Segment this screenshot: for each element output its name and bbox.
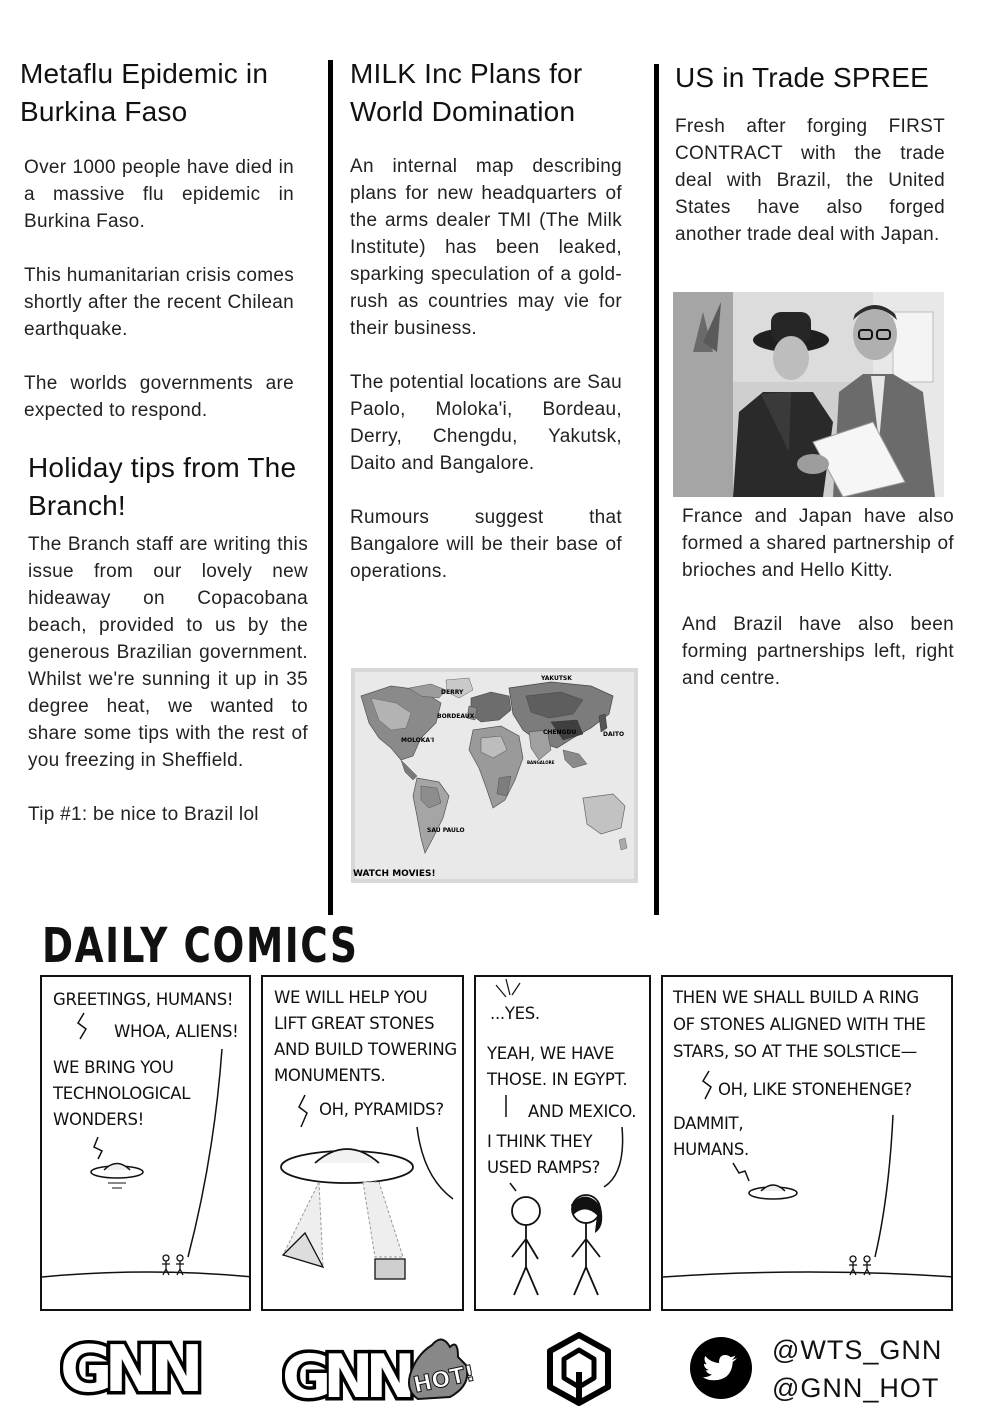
gnn-logo-text: GNN [60,1335,196,1399]
gnn-hot-logo [282,1335,477,1405]
milk-paragraph-1: An internal map describing plans for new headquarters of the arms dealer TMI (The Milk Institute) has been leaked, sparking speculation of a gold-rush as countries may vie for their business. [350,156,622,339]
trade-paragraph-2: France and Japan have also formed a shared partnership of brioches and Hello Kitty. [682,506,954,581]
comic-panel-4 [661,975,953,1311]
gnn-hot-logo-text: GNN [282,1342,408,1405]
house-logo-icon [546,1332,612,1406]
comic-1-drawing [42,977,251,1311]
comic-2-line-2: LIFT GREAT STONES [274,1014,435,1033]
comic-3-line-2: YEAH, WE HAVE [487,1044,615,1063]
branch-paragraph-1: The Branch staff are writing this issue from our lovely new hideaway on Copacobana beach, provided to us by the generous Brazilian government. Whilst we're sunning it up in 35 degree heat, we wanted to share some tips with the rest of you freezing in Sheffield. [28,534,308,771]
comic-2-human-reply: OH, PYRAMIDS? [319,1100,444,1119]
world-map-image [351,668,638,883]
branch-paragraph-2: Tip #1: be nice to Brazil lol [28,804,259,825]
map-label-bangalore: BANGALORE [527,760,555,765]
comic-panel-3 [474,975,651,1311]
comic-panel-2 [261,975,464,1311]
milk-headline: MILK Inc Plans for World Domination [350,58,583,127]
metaflu-paragraph-1: Over 1000 people have died in a massive flu epidemic in Burkina Faso. [24,157,294,232]
map-label-yakutsk: YAKUTSK [541,675,572,682]
comics-title: DAILY COMICS [42,918,359,974]
comic-3-line-5: I THINK THEY [487,1132,593,1151]
branch-body [28,531,308,828]
comic-2-line-4: MONUMENTS. [274,1066,386,1085]
comic-3-line-3: THOSE. IN EGYPT. [487,1070,628,1089]
comic-3-line-4: AND MEXICO. [528,1102,637,1121]
comic-2-drawing [263,977,464,1311]
comic-1-alien-line-b: TECHNOLOGICAL [53,1084,191,1103]
trade-body-top [675,113,945,248]
trade-headline: US in Trade SPREE [675,62,929,93]
metaflu-paragraph-3: The worlds governments are expected to respond. [24,373,294,421]
comic-3-line-6: USED RAMPS? [487,1158,601,1177]
milk-body [350,153,622,585]
map-label-derry: DERRY [441,689,464,696]
comic-4-line-1: THEN WE SHALL BUILD A RING [673,988,919,1007]
map-label-sau-paulo: SAU PAULO [427,827,465,834]
comic-panel-1 [40,975,251,1311]
handshake-photo [673,292,944,497]
map-label-molokai: MOLOKA'I [401,737,435,744]
trade-body-bottom [682,503,954,692]
world-map-photo [351,668,638,883]
comic-4-line-2: OF STONES ALIGNED WITH THE [673,1015,926,1034]
handshake-image [673,292,944,497]
gnn-logo [60,1335,204,1399]
twitter-handle-hot[interactable]: @GNN_HOT [772,1373,940,1403]
map-label-bordeaux: BORDEAUX [437,713,475,720]
trade-paragraph-1: Fresh after forging FIRST CONTRACT with the trade deal with Brazil, the United States have also forged another trade deal with Japan. [675,116,945,245]
comic-2-line-1: WE WILL HELP YOU [274,988,428,1007]
hot-badge-text: HOT! [411,1361,477,1399]
column-divider-right [654,64,659,915]
twitter-handle-wts[interactable]: @WTS_GNN [772,1335,943,1365]
column-divider-left [328,60,333,915]
milk-paragraph-3: Rumours suggest that Bangalore will be their base of operations. [350,507,622,582]
comic-4-human-reply: OH, LIKE STONEHENGE? [718,1080,912,1099]
comic-2-line-3: AND BUILD TOWERING [274,1040,457,1059]
comic-1-alien-line-c: WONDERS! [53,1110,144,1129]
comic-4-line-3: STARS, SO AT THE SOLSTICE— [673,1042,917,1061]
metaflu-headline: Metaflu Epidemic in Burkina Faso [20,58,269,127]
metaflu-body [24,154,294,424]
comic-1-alien-greeting: GREETINGS, HUMANS! [53,990,234,1009]
comic-1-human-reply: WHOA, ALIENS! [114,1022,239,1041]
comic-4-line-5: DAMMIT, [673,1114,744,1133]
trade-paragraph-3: And Brazil have also been forming partnerships left, right and centre. [682,614,954,689]
map-label-chengdu: CHENGDU [543,729,577,736]
metaflu-paragraph-2: This humanitarian crisis comes shortly after the recent Chilean earthquake. [24,265,294,340]
comic-4-line-6: HUMANS. [673,1140,749,1159]
comic-1-alien-line-a: WE BRING YOU [53,1058,174,1077]
milk-paragraph-2: The potential locations are Sau Paolo, Moloka'i, Bordeau, Derry, Chengdu, Yakutsk, Daito and Bangalore. [350,372,622,474]
map-label-daito: DAITO [603,731,625,738]
branch-headline: Holiday tips from The Branch! [28,452,297,521]
map-watermark: WATCH MOVIES! [353,869,436,879]
comic-3-line-1: ...YES. [490,1004,540,1023]
comic-4-drawing [663,977,953,1311]
comic-3-drawing [476,977,651,1311]
twitter-icon[interactable] [690,1337,752,1399]
